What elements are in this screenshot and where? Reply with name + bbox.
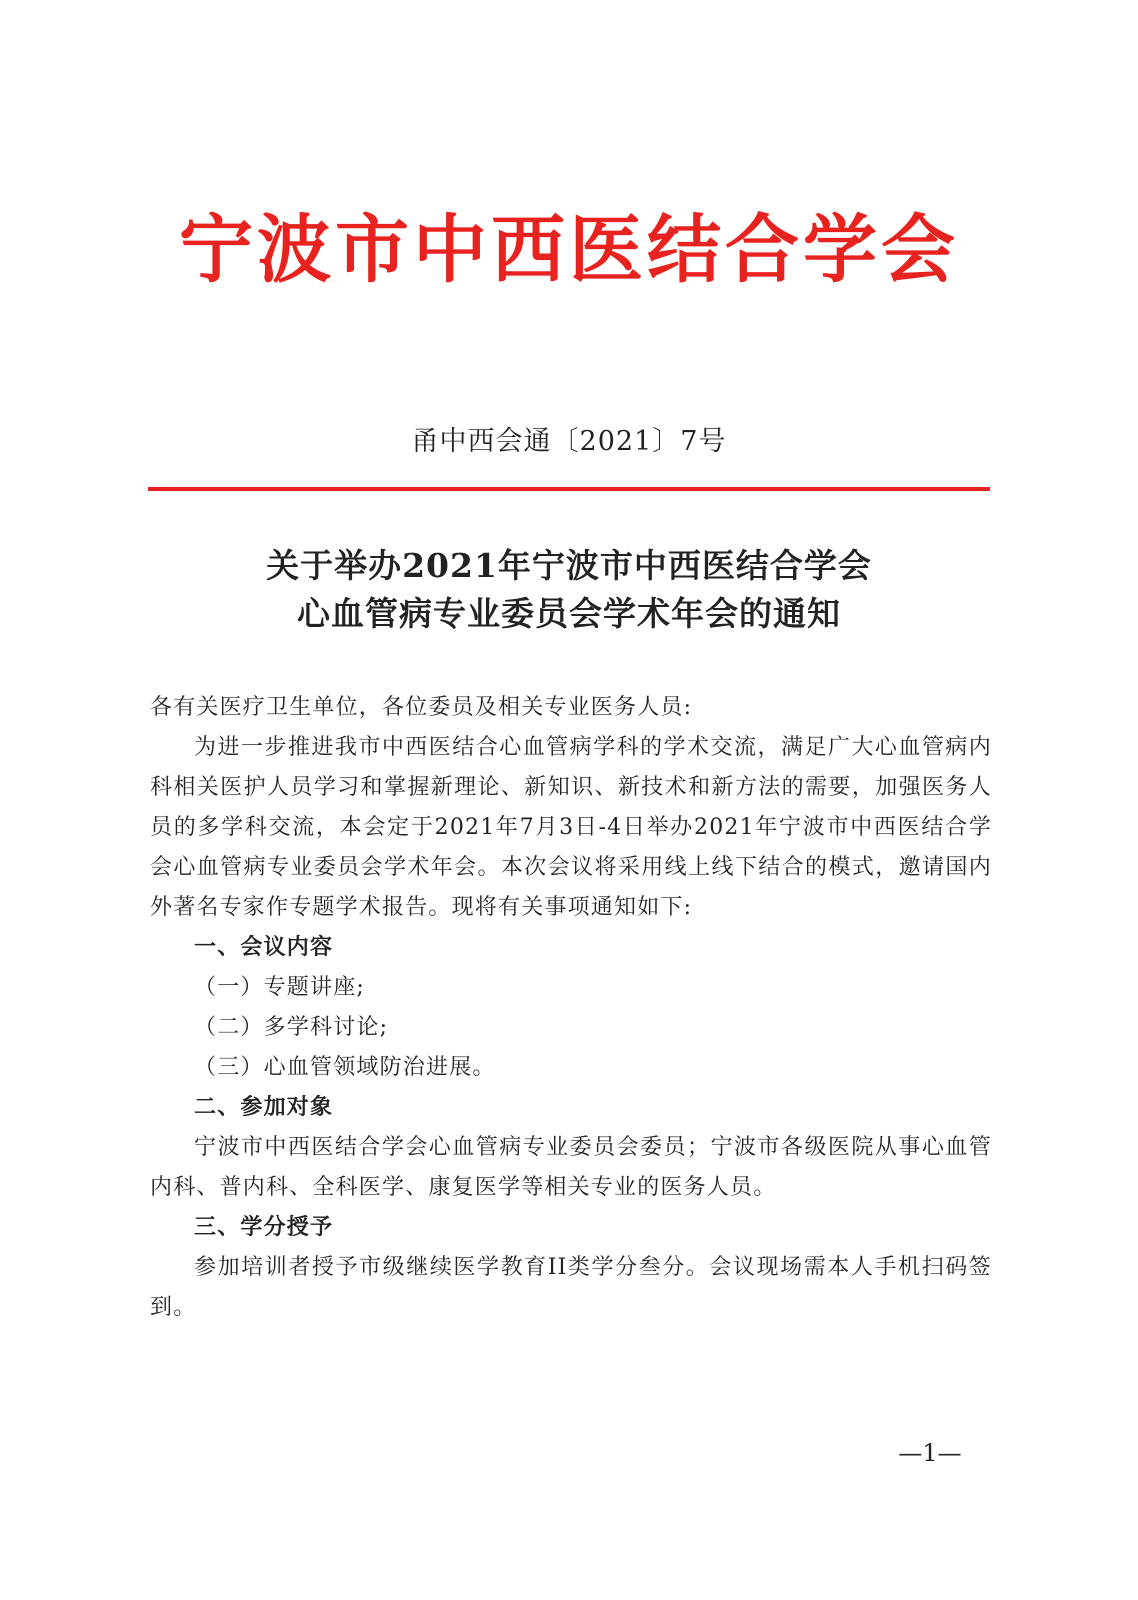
section-heading-meeting-content: 一、会议内容	[194, 935, 334, 960]
notice-title-line-2: 心血管病专业委员会学术年会的通知	[297, 594, 841, 633]
notice-title	[0, 542, 1138, 638]
notice-title-line-1: 关于举办2021年宁波市中西医结合学会	[266, 546, 872, 585]
section-heading-participants: 二、参加对象	[194, 1095, 334, 1120]
red-divider-line	[148, 487, 990, 491]
meeting-content-item: （三）心血管领域防治进展。	[194, 1055, 496, 1080]
credits-paragraph: 参加培训者授予市级继续医学教育II类学分叁分。会议现场需本人手机扫码签到。	[150, 1255, 992, 1320]
meeting-content-item: （二）多学科讨论;	[194, 1015, 389, 1040]
salutation: 各有关医疗卫生单位，各位委员及相关专业医务人员:	[150, 695, 693, 720]
intro-paragraph: 为进一步推进我市中西医结合心血管病学科的学术交流，满足广大心血管病内科相关医护人员学习和掌握新理论、新知识、新技术和新方法的需要，加强医务人员的多学科交流，本会定于2021年7月3日-4日举办2021年宁波市中西医结合学会心血管病专业委员会学术年会。本次会议将采用线上线下结合的模式，邀请国内外著名专家作专题学术报告。现将有关事项通知如下:	[150, 735, 992, 920]
issuing-organization-header: 宁波市中西医结合学会	[179, 207, 959, 293]
page-number: —1—	[898, 1439, 962, 1467]
section-heading-credits: 三、学分授予	[194, 1215, 334, 1240]
participants-paragraph: 宁波市中西医结合学会心血管病专业委员会委员；宁波市各级医院从事心血管内科、普内科、全科医学、康复医学等相关专业的医务人员。	[150, 1135, 992, 1200]
notice-body	[150, 688, 992, 1328]
document-number: 甬中西会通〔2021〕7号	[411, 426, 727, 457]
meeting-content-item: （一）专题讲座;	[194, 975, 366, 1000]
